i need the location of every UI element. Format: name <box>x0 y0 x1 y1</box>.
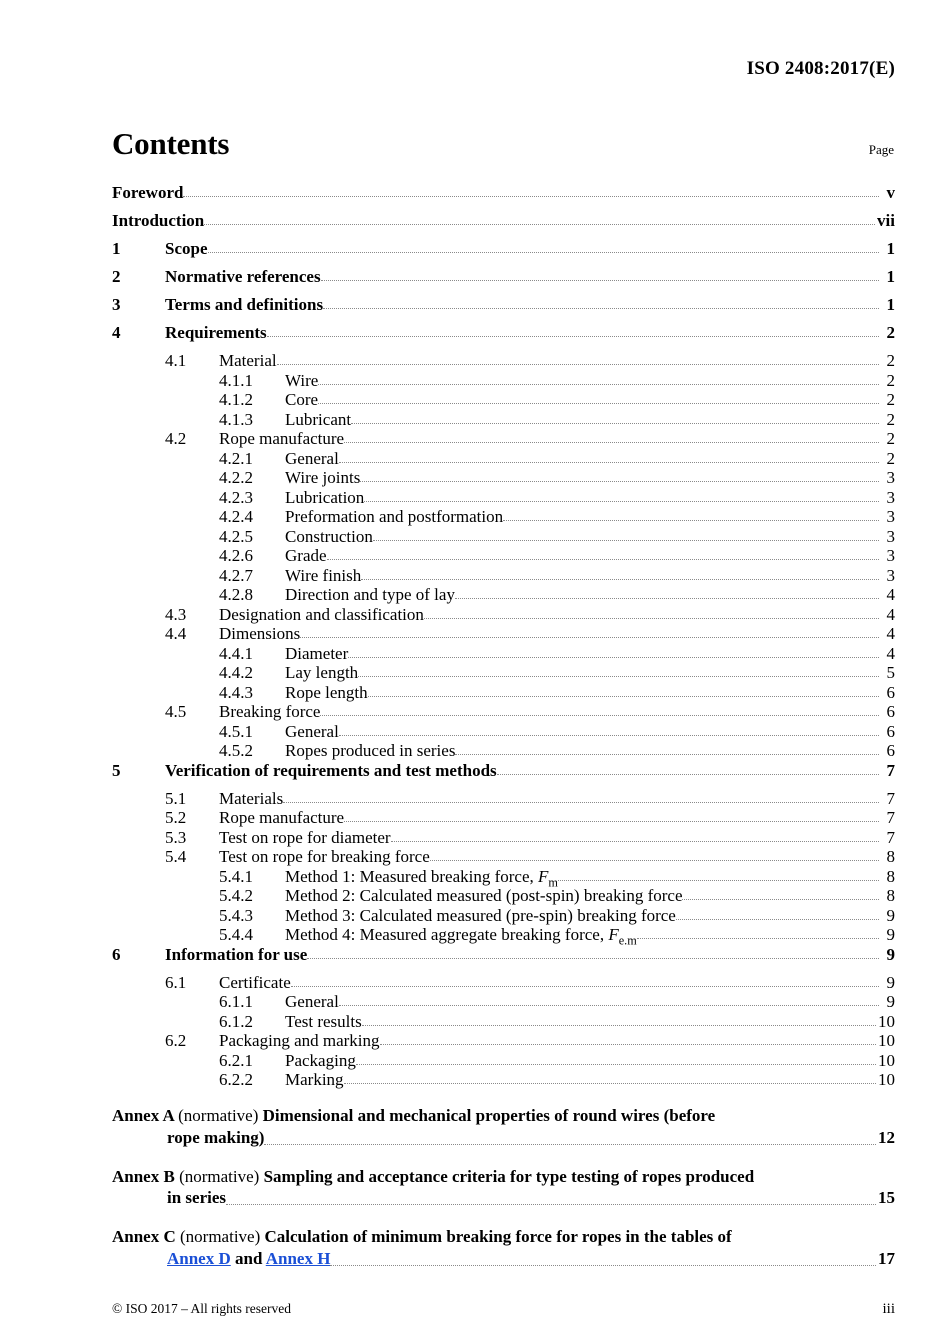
toc-entry-number: 4.1.3 <box>219 409 253 429</box>
contents-title-row <box>112 128 895 159</box>
toc-entry-6-2-1[interactable] <box>112 1052 895 1069</box>
toc-entry-number: 4.2.4 <box>219 507 253 526</box>
toc-entry-label: General <box>285 721 339 741</box>
toc-entry-5-1[interactable] <box>112 790 895 807</box>
dot-leader <box>351 411 879 428</box>
annex-name: Annex A <box>112 1106 179 1125</box>
dot-leader <box>364 489 879 506</box>
annex-d-link[interactable]: Annex D <box>167 1248 231 1268</box>
toc-page-number: 7 <box>886 760 895 780</box>
toc-page-number: 3 <box>886 546 895 565</box>
page-footer <box>112 1301 895 1318</box>
dot-leader <box>391 829 879 846</box>
toc-page-number: 10 <box>878 1031 895 1050</box>
toc-page-number: 3 <box>886 526 895 546</box>
annex-continuation-line <box>167 1127 895 1149</box>
toc-entry-label: Breaking force <box>219 702 321 721</box>
toc-entry-label: Diameter <box>285 643 349 663</box>
page-title: Contents <box>112 126 230 161</box>
toc-entry-label: Foreword <box>112 183 184 202</box>
toc-entry-5-2[interactable] <box>112 809 895 826</box>
toc-entry-label: Scope <box>165 239 208 258</box>
dot-leader <box>430 848 879 865</box>
dot-leader <box>283 790 879 807</box>
toc-page-number: 6 <box>886 721 895 741</box>
toc-page-number: 15 <box>878 1188 895 1208</box>
toc-entry-number: 5.2 <box>165 808 187 827</box>
toc-entry-label: Materials <box>219 788 284 808</box>
toc-entry-number: 4.2.6 <box>219 546 253 565</box>
dot-leader <box>676 907 879 924</box>
toc-page-number: 10 <box>878 1070 895 1089</box>
annex-heading-line <box>112 1105 895 1127</box>
toc-entry-number: 4.2 <box>165 429 187 448</box>
toc-page-number: 4 <box>886 643 895 663</box>
toc-entry-label: Introduction <box>112 211 205 230</box>
toc-entry-number: 4.3 <box>165 604 187 624</box>
toc-entry-5-4-1[interactable] <box>112 866 895 889</box>
toc-entry-label: Test results <box>285 1011 362 1031</box>
dot-leader <box>300 625 879 642</box>
toc-page-number: 1 <box>886 239 895 258</box>
toc-page-number: 2 <box>886 351 895 370</box>
toc-entry-5[interactable] <box>112 762 895 779</box>
toc-entry-4-2-4[interactable] <box>112 508 895 525</box>
dot-leader <box>327 547 879 564</box>
toc-entry-6-1[interactable] <box>112 974 895 991</box>
toc-entry-1[interactable] <box>112 240 895 257</box>
annex-title-line-1: Dimensional and mechanical properties of round wires (before <box>262 1106 716 1125</box>
math-variable-aggregate-force: $F_{e.m}$ <box>608 925 637 948</box>
toc-entry-label: Method 2: Calculated measured (post-spin) breaking force <box>285 886 683 905</box>
toc-entry-4-1-3[interactable] <box>112 411 895 428</box>
toc-page-number: 9 <box>886 992 895 1011</box>
dot-leader <box>497 762 879 779</box>
toc-entry-label: Marking <box>285 1070 344 1089</box>
toc-entry-label: Wire joints <box>285 468 361 487</box>
math-variable-force: $F_m$ <box>538 866 558 889</box>
toc-entry-number: 5.4.3 <box>219 905 253 925</box>
dot-leader <box>356 1052 876 1069</box>
dot-leader <box>558 868 879 885</box>
annex-continuation-line <box>167 1248 895 1270</box>
toc-page-number: 1 <box>886 267 895 286</box>
toc-entry-label: Construction <box>285 526 373 546</box>
toc-entry-number: 4.5.1 <box>219 721 253 741</box>
dot-leader <box>455 742 879 759</box>
toc-entry-number: 6.1 <box>165 972 187 992</box>
dot-leader <box>424 606 879 623</box>
toc-entry-4-4-1[interactable] <box>112 645 895 662</box>
toc-entry-label: Test on rope for diameter <box>219 827 391 847</box>
toc-entry-6-2-2[interactable] <box>112 1071 895 1088</box>
dot-leader <box>368 684 879 701</box>
toc-entry-number: 6.2 <box>165 1031 187 1050</box>
toc-entry-4-4-3[interactable] <box>112 684 895 701</box>
toc-entry-5-4[interactable] <box>112 848 895 865</box>
toc-entry-4-1[interactable] <box>112 352 895 369</box>
toc-page-number: 10 <box>878 1011 895 1031</box>
toc-entry-3[interactable] <box>112 296 895 313</box>
dot-leader <box>307 946 879 963</box>
toc-entry-4[interactable] <box>112 324 895 341</box>
toc-page-number: 4 <box>886 624 895 643</box>
toc-entry-label: Wire <box>285 370 319 390</box>
toc-entry-6-2[interactable] <box>112 1032 895 1049</box>
toc-page-number: 2 <box>886 409 895 429</box>
toc-annex-entry-a[interactable] <box>112 1105 895 1149</box>
page-column-header: Page <box>868 142 894 157</box>
toc-entry-4-2-1[interactable] <box>112 450 895 467</box>
table-of-contents <box>112 184 895 1270</box>
toc-page-number: vii <box>877 211 895 230</box>
toc-entry-number: 4.2.5 <box>219 526 253 546</box>
dot-leader <box>455 586 879 603</box>
toc-entry-4-1-2[interactable] <box>112 391 895 408</box>
toc-entry-4-2-2[interactable] <box>112 469 895 486</box>
toc-entry-label: Ropes produced in series <box>285 741 456 760</box>
annex-title-line-2: rope making) <box>167 1127 265 1147</box>
dot-leader <box>344 430 879 447</box>
annex-name: Annex B <box>112 1166 180 1186</box>
toc-entry-4-2-5[interactable] <box>112 528 895 545</box>
toc-entry-label: Direction and type of lay <box>285 585 455 604</box>
dot-leader <box>362 1013 876 1030</box>
toc-entry-number: 4.2.7 <box>219 565 253 585</box>
dot-leader <box>358 664 879 681</box>
toc-entry-label: Rope manufacture <box>219 808 345 827</box>
toc-entry-number: 4.2.3 <box>219 487 253 507</box>
toc-entry-5-4-2[interactable] <box>112 887 895 904</box>
toc-entry-number: 2 <box>112 267 121 286</box>
dot-leader <box>682 887 879 904</box>
dot-leader <box>277 352 879 369</box>
toc-page-number: 1 <box>886 295 895 314</box>
annex-title-line-2: in series <box>167 1188 227 1208</box>
dot-leader <box>226 1192 876 1209</box>
toc-page-number: 5 <box>886 663 895 682</box>
toc-entry-number: 4.2.8 <box>219 585 253 604</box>
toc-entry-number: 4.5 <box>165 702 187 721</box>
toc-entry-4-2-7[interactable] <box>112 567 895 584</box>
toc-entry-label: Preformation and postformation <box>285 507 504 526</box>
toc-entry-2[interactable] <box>112 268 895 285</box>
toc-entry-4-3[interactable] <box>112 606 895 623</box>
toc-entry-5-4-3[interactable] <box>112 907 895 924</box>
toc-entry-label: Terms and definitions <box>165 295 324 314</box>
toc-entry-label: Method 4: Measured aggregate breaking force, $F_{e.m}$ <box>285 925 637 948</box>
toc-page-number: 8 <box>886 886 895 905</box>
toc-entry-label: Information for use <box>165 944 308 964</box>
toc-entry-4-2-3[interactable] <box>112 489 895 506</box>
toc-entry-4-2[interactable] <box>112 430 895 447</box>
toc-entry-label: Method 1: Measured breaking force, $F_m$ <box>285 866 558 889</box>
dot-leader <box>373 528 879 545</box>
annex-title-line-1: Calculation of minimum breaking force for ropes in the tables of <box>264 1227 732 1246</box>
toc-entry-label: Certificate <box>219 972 291 992</box>
dot-leader <box>380 1032 876 1049</box>
toc-entry-4-5-1[interactable] <box>112 723 895 740</box>
toc-entry-label: Verification of requirements and test methods <box>165 760 497 780</box>
toc-entry-label: Material <box>219 351 277 370</box>
toc-page-number: v <box>886 183 895 202</box>
toc-entry-number: 1 <box>112 239 121 258</box>
toc-entry-label: Rope manufacture <box>219 429 345 448</box>
toc-entry-6-1-2[interactable] <box>112 1013 895 1030</box>
toc-page-number: 7 <box>886 808 895 827</box>
toc-page-number: 3 <box>886 487 895 507</box>
toc-entry-4-4[interactable] <box>112 625 895 642</box>
toc-entry-number: 4.1.2 <box>219 390 253 409</box>
annex-heading-line <box>112 1226 895 1248</box>
toc-entry-number: 4 <box>112 323 121 342</box>
toc-entry-label: Rope length <box>285 682 368 702</box>
toc-entry-label: Requirements <box>165 323 267 342</box>
toc-page-number: 9 <box>886 972 895 992</box>
toc-entry-label: Lubricant <box>285 409 352 429</box>
toc-entry-label: Wire finish <box>285 565 362 585</box>
dot-leader <box>344 809 879 826</box>
toc-entry-label: Core <box>285 390 319 409</box>
annex-name: Annex C <box>112 1227 181 1246</box>
toc-page-number: 8 <box>886 847 895 866</box>
toc-entry-4-5[interactable] <box>112 703 895 720</box>
toc-entry-label: Normative references <box>165 267 321 286</box>
folio-number: iii <box>882 1301 895 1317</box>
toc-page-number: 6 <box>886 682 895 702</box>
toc-entry-6[interactable] <box>112 946 895 963</box>
toc-entry-number: 5.4.1 <box>219 866 253 886</box>
toc-entry-4-4-2[interactable] <box>112 664 895 681</box>
toc-entry-label: General <box>285 448 339 468</box>
toc-entry-number: 5.4 <box>165 847 187 866</box>
dot-leader <box>291 974 879 991</box>
toc-entry-number: 6.1.1 <box>219 992 253 1011</box>
toc-entry-4-2-6[interactable] <box>112 547 895 564</box>
dot-leader <box>208 240 880 257</box>
toc-entry-number: 4.4.1 <box>219 643 253 663</box>
toc-entry-label: General <box>285 992 339 1011</box>
toc-page-number: 4 <box>886 585 895 604</box>
annex-kind: (normative) <box>178 1106 263 1125</box>
annex-title-line-2: Annex D and Annex H <box>167 1248 331 1268</box>
toc-entry-number: 3 <box>112 295 121 314</box>
toc-entry-number: 4.2.1 <box>219 448 253 468</box>
toc-page-number: 3 <box>886 468 895 487</box>
toc-entry-label: Packaging and marking <box>219 1031 380 1050</box>
toc-entry-introduction[interactable] <box>112 212 895 229</box>
document-header-standard-ref: ISO 2408:2017(E) <box>746 58 895 79</box>
toc-entry-number: 5.4.2 <box>219 886 253 905</box>
copyright-notice: © ISO 2017 – All rights reserved <box>112 1301 291 1316</box>
toc-entry-number: 5.4.4 <box>219 925 253 944</box>
dot-leader <box>204 212 875 229</box>
toc-entry-4-2-8[interactable] <box>112 586 895 603</box>
toc-entry-number: 4.4 <box>165 624 187 643</box>
annex-kind: (normative) <box>180 1227 265 1246</box>
toc-page-number: 2 <box>886 448 895 468</box>
toc-annex-entry-b[interactable] <box>112 1166 895 1210</box>
dot-leader <box>344 1071 876 1088</box>
annex-h-link[interactable]: Annex H <box>265 1248 331 1268</box>
toc-entry-5-4-4[interactable] <box>112 925 895 948</box>
toc-entry-label: Lay length <box>285 663 359 682</box>
toc-entry-label: Lubrication <box>285 487 365 507</box>
toc-page-number: 3 <box>886 507 895 526</box>
toc-page-number: 7 <box>886 788 895 808</box>
annex-kind: (normative) <box>179 1166 264 1186</box>
dot-leader <box>339 723 879 740</box>
toc-page-number: 2 <box>886 323 895 342</box>
toc-page-number: 6 <box>886 741 895 760</box>
toc-page-number: 4 <box>886 604 895 624</box>
toc-entry-number: 4.1.1 <box>219 370 253 390</box>
toc-page-number: 17 <box>878 1248 895 1268</box>
dot-leader <box>339 993 879 1010</box>
toc-entry-number: 4.5.2 <box>219 741 253 760</box>
toc-page-number: 9 <box>886 905 895 925</box>
toc-page-number: 8 <box>886 866 895 886</box>
annex-title-line-1: Sampling and acceptance criteria for type testing of ropes produced <box>263 1166 755 1186</box>
toc-entry-label: Method 3: Calculated measured (pre-spin) breaking force <box>285 905 676 925</box>
toc-entry-4-1-1[interactable] <box>112 372 895 389</box>
dot-leader <box>264 1132 876 1149</box>
annex-continuation-line <box>167 1187 895 1209</box>
dot-leader <box>323 296 879 313</box>
toc-page-number: 2 <box>886 390 895 409</box>
toc-page-number: 10 <box>878 1050 895 1070</box>
dot-leader <box>318 372 879 389</box>
toc-entry-label: Grade <box>285 546 327 565</box>
toc-entry-number: 6.2.1 <box>219 1050 253 1070</box>
toc-entry-number: 4.4.2 <box>219 663 253 682</box>
toc-page-number: 6 <box>886 702 895 721</box>
toc-entry-label: Designation and classification <box>219 604 424 624</box>
dot-leader <box>318 391 879 408</box>
dot-leader <box>321 268 879 285</box>
toc-entry-label: Packaging <box>285 1050 356 1070</box>
dot-leader <box>320 703 879 720</box>
toc-entry-6-1-1[interactable] <box>112 993 895 1010</box>
dot-leader <box>330 1253 876 1270</box>
dot-leader <box>183 184 879 201</box>
annex-heading-line <box>112 1166 895 1188</box>
dot-leader <box>267 324 879 341</box>
toc-page-number: 3 <box>886 565 895 585</box>
toc-entry-number: 6 <box>112 944 121 964</box>
dot-leader <box>637 926 879 943</box>
dot-leader <box>361 567 879 584</box>
toc-entry-number: 4.2.2 <box>219 468 253 487</box>
toc-page-number: 9 <box>886 925 895 944</box>
toc-entry-number: 5.1 <box>165 788 187 808</box>
dot-leader <box>360 469 879 486</box>
toc-page-number: 9 <box>886 944 895 964</box>
dot-leader <box>503 508 879 525</box>
toc-page-number: 7 <box>886 827 895 847</box>
toc-entry-number: 5.3 <box>165 827 187 847</box>
toc-entry-5-3[interactable] <box>112 829 895 846</box>
toc-page-number: 12 <box>878 1127 895 1147</box>
toc-page-number: 2 <box>886 370 895 390</box>
dot-leader <box>348 645 879 662</box>
toc-entry-label: Dimensions <box>219 624 301 643</box>
toc-entry-label: Test on rope for breaking force <box>219 847 430 866</box>
toc-entry-foreword[interactable] <box>112 184 895 201</box>
toc-entry-4-5-2[interactable] <box>112 742 895 759</box>
dot-leader <box>339 450 879 467</box>
toc-entry-number: 5 <box>112 760 121 780</box>
toc-page-number: 2 <box>886 429 895 448</box>
toc-annex-entry-c[interactable] <box>112 1226 895 1270</box>
toc-entry-number: 6.2.2 <box>219 1070 253 1089</box>
toc-entry-number: 4.4.3 <box>219 682 253 702</box>
toc-entry-number: 4.1 <box>165 351 187 370</box>
toc-entry-number: 6.1.2 <box>219 1011 253 1031</box>
